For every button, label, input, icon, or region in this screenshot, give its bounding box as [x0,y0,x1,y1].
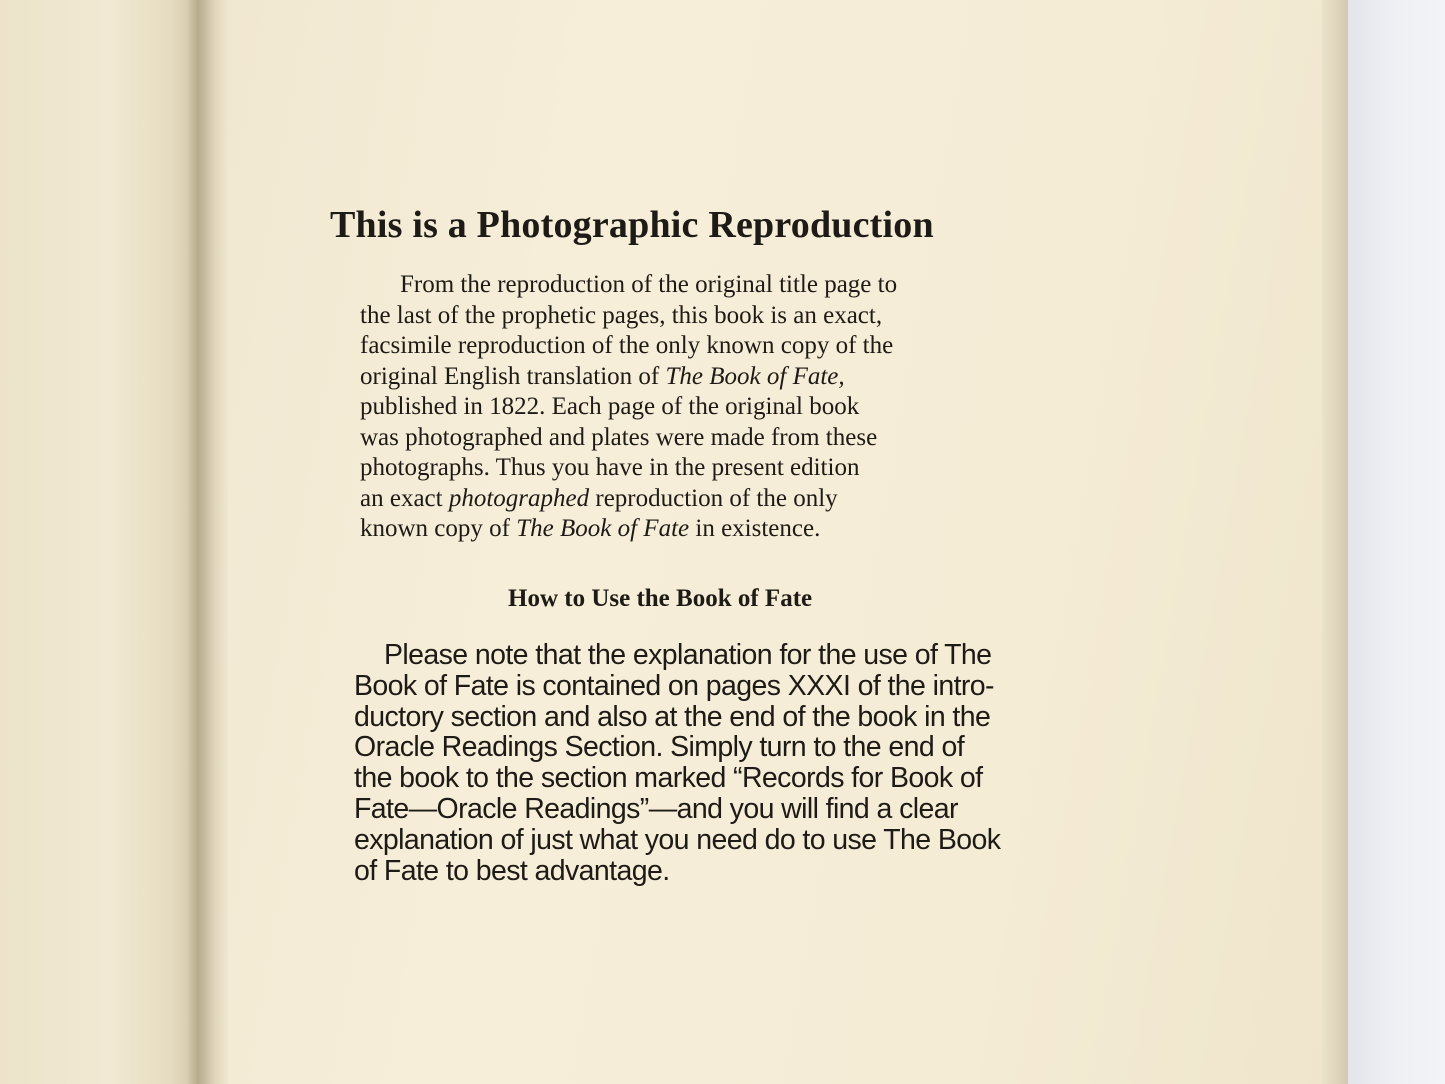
left-page [0,0,200,1084]
intro-line-text: known copy of [360,515,517,542]
page-title: This is a Photographic Reproduction [330,204,934,246]
intro-line-text: original English translation of [360,362,666,390]
usage-line: Book of Fate is contained on pages XXXI of the intro- [354,669,994,702]
section-heading: How to Use the Book of Fate [508,585,813,612]
book-title-italic: The Book of Fate [516,515,690,542]
usage-line: ductory section and also at the end of the book in the [354,700,991,733]
intro-line [360,362,1110,393]
intro-line [360,484,1110,515]
intro-line: was photographed and plates were made from these [360,423,878,451]
intro-line: From the reproduction of the original title page to [400,271,898,298]
usage-line: Please note that the explanation for the use of The [384,639,992,671]
book-title-italic: The Book of Fate, [665,362,845,390]
intro-line: published in 1822. Each page of the original book [360,393,860,420]
page-edge [1322,0,1350,1084]
usage-line: explanation of just what you need do to use The Book [354,823,1001,856]
usage-line: the book to the section marked “Records for Book of [354,762,983,795]
intro-line [360,514,1110,545]
intro-line-text: reproduction of the only [589,484,838,512]
usage-paragraph [354,640,1134,886]
usage-line: Fate—Oracle Readings”—and you will find a clear [354,792,958,825]
intro-line-text: in existence. [689,515,821,542]
intro-line: facsimile reproduction of the only known copy of the [360,332,894,359]
intro-line-text: an exact [360,484,449,512]
book-gutter [188,0,228,1084]
background [1348,0,1445,1084]
photographed-italic: photographed [448,484,590,512]
intro-paragraph [360,270,1110,545]
usage-line: of Fate to best advantage. [354,854,670,887]
intro-line: the last of the prophetic pages, this book is an exact, [360,301,883,329]
usage-line: Oracle Readings Section. Simply turn to the end of [354,731,965,764]
intro-line: photographs. Thus you have in the present edition [360,454,860,481]
